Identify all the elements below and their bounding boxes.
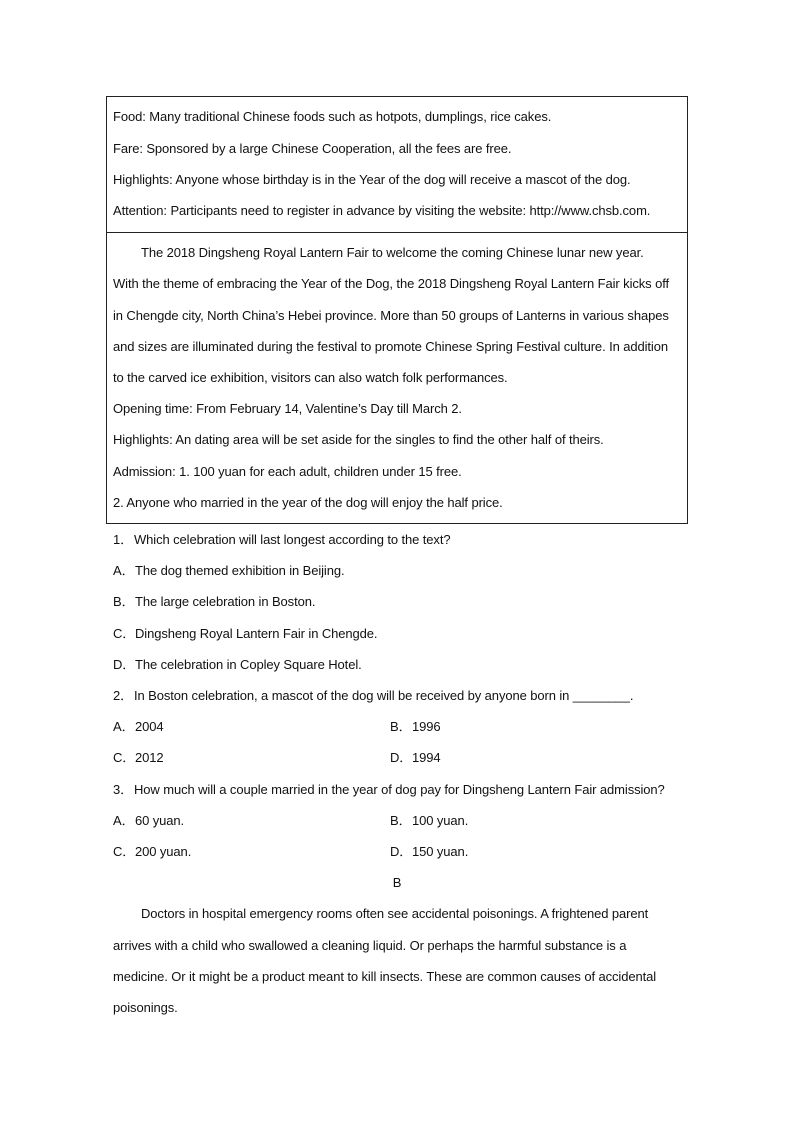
question-3 <box>113 781 665 799</box>
option-letter: B． <box>390 719 412 734</box>
attention-line: Attention: Participants need to register in advance by visiting the website: http://www.chsb.com. <box>113 203 651 218</box>
option-b[interactable] <box>390 718 441 736</box>
option-text: 60 yuan. <box>135 813 185 828</box>
option-letter: A． <box>113 719 135 734</box>
option-letter: C． <box>113 844 136 859</box>
question-text: In Boston celebration, a mascot of the dog will be received by anyone born in ________. <box>134 688 634 703</box>
option-b[interactable] <box>390 812 468 830</box>
lantern-fair-para-line: to the carved ice exhibition, visitors can also watch folk performances. <box>113 370 508 385</box>
lantern-fair-para-line: and sizes are illuminated during the festival to promote Chinese Spring Festival culture. In addition <box>113 339 668 354</box>
option-a[interactable] <box>113 562 345 580</box>
option-text: 100 yuan. <box>412 813 469 828</box>
question-text: How much will a couple married in the year of dog pay for Dingsheng Lantern Fair admission? <box>134 782 665 797</box>
option-letter: B． <box>113 594 135 609</box>
option-a[interactable] <box>113 812 184 830</box>
option-c[interactable] <box>113 843 191 861</box>
question-text: Which celebration will last longest according to the text? <box>134 532 451 547</box>
lantern-fair-para-line: With the theme of embracing the Year of the Dog, the 2018 Dingsheng Royal Lantern Fair kicks off <box>113 276 669 291</box>
question-number: 2． <box>113 688 134 703</box>
passage-line: arrives with a child who swallowed a cleaning liquid. Or perhaps the harmful substance is a <box>113 938 627 953</box>
option-text: Dingsheng Royal Lantern Fair in Chengde. <box>135 626 378 641</box>
option-d[interactable] <box>390 843 468 861</box>
question-2 <box>113 687 633 705</box>
section-b-title: B <box>392 875 402 890</box>
option-letter: C． <box>113 626 136 641</box>
question-number: 3． <box>113 782 134 797</box>
option-letter: A． <box>113 563 135 578</box>
option-text: 200 yuan. <box>135 844 192 859</box>
option-text: 1994 <box>412 750 441 765</box>
option-text: 1996 <box>412 719 441 734</box>
option-b[interactable] <box>113 593 315 611</box>
passage-line: Doctors in hospital emergency rooms often see accidental poisonings. A frightened parent <box>141 906 649 921</box>
fare-line: Fare: Sponsored by a large Chinese Cooperation, all the fees are free. <box>113 141 512 156</box>
admission-line: Admission: 1. 100 yuan for each adult, children under 15 free. <box>113 464 462 479</box>
question-1 <box>113 531 450 549</box>
opening-time-line: Opening time: From February 14, Valentine’s Day till March 2. <box>113 401 462 416</box>
question-number: 1． <box>113 532 134 547</box>
passage-line: medicine. Or it might be a product meant to kill insects. These are common causes of accidental <box>113 969 657 984</box>
food-line: Food: Many traditional Chinese foods such as hotpots, dumplings, rice cakes. <box>113 109 552 124</box>
option-letter: D． <box>390 844 413 859</box>
lantern-fair-heading: The 2018 Dingsheng Royal Lantern Fair to welcome the coming Chinese lunar new year. <box>141 245 644 260</box>
option-letter: D． <box>390 750 413 765</box>
option-letter: A． <box>113 813 135 828</box>
option-d[interactable] <box>113 656 362 674</box>
option-text: 2004 <box>135 719 164 734</box>
option-a[interactable] <box>113 718 164 736</box>
option-text: The dog themed exhibition in Beijing. <box>135 563 345 578</box>
option-letter: C． <box>113 750 136 765</box>
option-d[interactable] <box>390 749 441 767</box>
highlights-line: Highlights: Anyone whose birthday is in the Year of the dog will receive a mascot of the dog. <box>113 172 631 187</box>
passage-line: poisonings. <box>113 1000 178 1015</box>
option-text: The celebration in Copley Square Hotel. <box>135 657 362 672</box>
option-c[interactable] <box>113 625 377 643</box>
admission-line-2: 2. Anyone who married in the year of the dog will enjoy the half price. <box>113 495 503 510</box>
highlights-line: Highlights: An dating area will be set aside for the singles to find the other half of theirs. <box>113 432 604 447</box>
option-text: 2012 <box>135 750 164 765</box>
option-c[interactable] <box>113 749 164 767</box>
option-text: The large celebration in Boston. <box>135 594 316 609</box>
lantern-fair-para-line: in Chengde city, North China’s Hebei province. More than 50 groups of Lanterns in various shapes <box>113 308 669 323</box>
option-text: 150 yuan. <box>412 844 469 859</box>
option-letter: B． <box>390 813 412 828</box>
option-letter: D． <box>113 657 136 672</box>
